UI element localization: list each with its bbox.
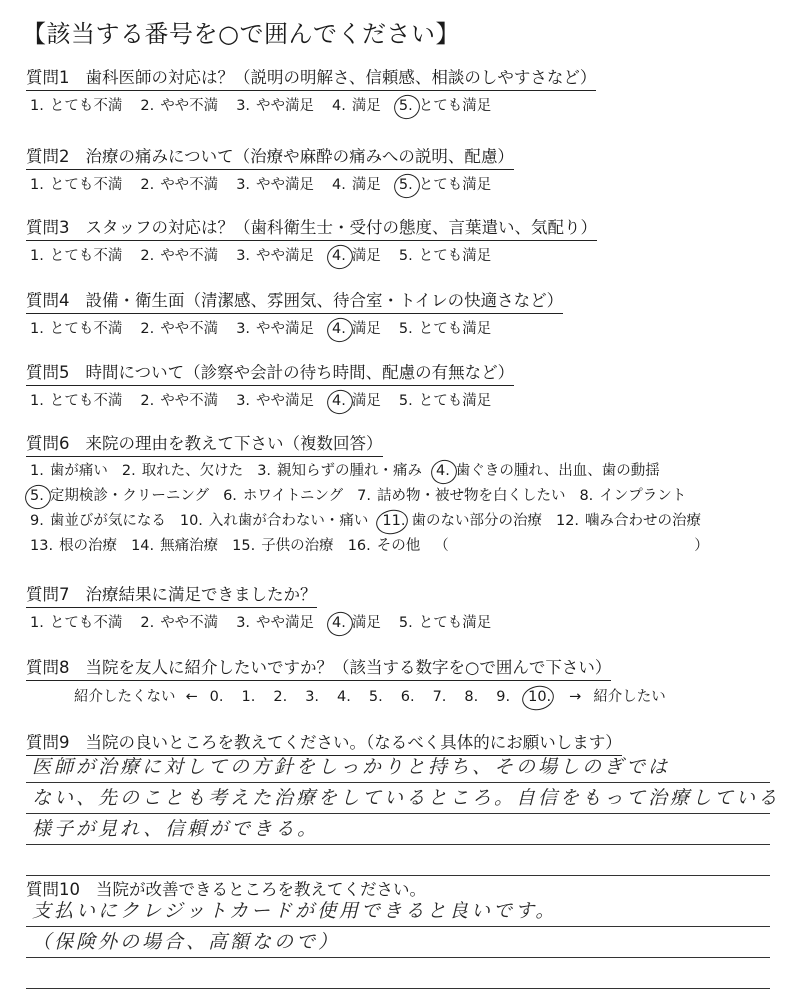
reason-row xyxy=(30,534,715,559)
option-label: 取れた、欠けた xyxy=(141,463,244,479)
reason-option[interactable] xyxy=(122,459,243,484)
handwritten-answer: ない、先のことも考えた治療をしているところ。自信をもって治療している xyxy=(32,787,781,809)
reason-option[interactable] xyxy=(257,459,422,484)
option-label: やや不満 xyxy=(160,615,219,631)
answer-line xyxy=(26,845,770,876)
option-number: 16. xyxy=(347,538,371,554)
question-6 xyxy=(26,430,715,559)
scale-number[interactable]: 9. xyxy=(496,689,511,705)
scale-number[interactable]: 10. xyxy=(528,689,552,705)
option-label: 詰め物・被せ物を白くしたい xyxy=(376,488,566,504)
rating-option[interactable] xyxy=(236,611,314,632)
rating-options xyxy=(30,94,596,115)
answer-line xyxy=(26,958,770,989)
option-label: やや満足 xyxy=(256,177,315,193)
question-text: 当院を友人に紹介したいですか？（該当する数字を○で囲んで下さい） xyxy=(85,658,612,677)
option-label: 満足 xyxy=(351,98,381,114)
scale-number[interactable]: 5. xyxy=(368,689,383,705)
question-2-heading xyxy=(26,143,514,170)
option-label: やや満足 xyxy=(256,393,315,409)
reason-option[interactable] xyxy=(223,484,343,509)
option-label: インプラント xyxy=(599,488,687,504)
reason-option[interactable] xyxy=(436,459,660,484)
answer-line xyxy=(26,814,770,845)
option-label: 満足 xyxy=(351,177,381,193)
question-8-heading xyxy=(26,654,611,681)
reason-option[interactable] xyxy=(556,509,701,534)
reason-option[interactable] xyxy=(348,534,421,559)
answer-line xyxy=(26,896,770,927)
question-text: 治療結果に満足できましたか？ xyxy=(85,585,317,604)
recommend-scale xyxy=(74,685,666,706)
option-number: 3. xyxy=(236,248,251,264)
rating-option[interactable] xyxy=(236,244,314,265)
reason-options xyxy=(30,459,715,559)
scale-number[interactable]: 8. xyxy=(464,689,479,705)
scale-low-label: 紹介したくない xyxy=(74,689,176,705)
option-label: 歯が痛い xyxy=(49,463,108,479)
option-label: とても満足 xyxy=(418,98,492,114)
option-label: やや不満 xyxy=(160,393,219,409)
reason-row xyxy=(30,484,715,509)
handwritten-answer: （保険外の場合、高額なので） xyxy=(32,931,341,953)
question-number: 質問6 xyxy=(26,434,70,453)
option-number: 12. xyxy=(555,513,580,529)
question-number: 質問8 xyxy=(26,658,70,677)
option-label: やや不満 xyxy=(160,177,219,193)
question-6-heading xyxy=(26,430,383,457)
option-label: 満足 xyxy=(351,393,381,409)
option-number: 1. xyxy=(30,321,44,337)
option-number: 4. xyxy=(332,98,346,114)
option-number: 4. xyxy=(332,393,346,409)
reason-option[interactable] xyxy=(579,484,686,509)
option-number: 5. xyxy=(398,98,413,114)
reason-option[interactable] xyxy=(357,484,565,509)
reason-option[interactable] xyxy=(30,534,117,559)
option-number: 3. xyxy=(257,463,272,479)
option-label: 親知らずの腫れ・痛み xyxy=(277,463,423,479)
option-number: 1. xyxy=(30,248,44,264)
option-number: 4. xyxy=(332,615,346,631)
rating-options xyxy=(30,244,597,265)
option-number: 3. xyxy=(236,177,251,193)
scale-number[interactable]: 0. xyxy=(209,689,224,705)
option-label: やや満足 xyxy=(256,321,315,337)
option-number: 5. xyxy=(398,615,413,631)
rating-option[interactable] xyxy=(30,173,122,194)
rating-option[interactable] xyxy=(140,317,218,338)
reason-option[interactable] xyxy=(30,459,108,484)
question-text: 当院が改善できるところを教えてください。 xyxy=(96,880,426,899)
scale-high-label: 紹介したい xyxy=(593,689,666,705)
handwritten-answer: 医師が治療に対しての方針をしっかりと持ち、その場しのぎでは xyxy=(32,756,671,778)
option-label: とても不満 xyxy=(49,98,123,114)
scale-number[interactable]: 2. xyxy=(273,689,288,705)
option-number: 3. xyxy=(236,615,251,631)
question-3-heading xyxy=(26,214,597,241)
option-label: 満足 xyxy=(351,321,381,337)
scale-number[interactable]: 7. xyxy=(432,689,447,705)
option-number: 14. xyxy=(131,538,155,554)
option-label: ホワイトニング xyxy=(242,488,344,504)
rating-options xyxy=(30,173,514,194)
rating-option[interactable] xyxy=(30,317,122,338)
question-text: 治療の痛みについて（治療や麻酔の痛みへの説明、配慮） xyxy=(85,147,514,166)
option-label: やや不満 xyxy=(160,321,219,337)
right-arrow-icon: → xyxy=(569,689,582,705)
option-number: 2. xyxy=(140,248,155,264)
option-label: とても満足 xyxy=(418,177,492,193)
scale-number[interactable]: 6. xyxy=(400,689,415,705)
question-number: 質問2 xyxy=(26,147,70,166)
option-number: 7. xyxy=(357,488,371,504)
option-label: 歯のない部分の治療 xyxy=(411,513,542,529)
option-label: やや満足 xyxy=(256,98,315,114)
option-label: とても満足 xyxy=(418,321,492,337)
answer-line xyxy=(26,783,781,814)
option-label: とても満足 xyxy=(418,248,492,264)
option-number: 4. xyxy=(332,321,346,337)
option-number: 5. xyxy=(398,177,413,193)
scale-number[interactable]: 3. xyxy=(305,689,320,705)
answer-line xyxy=(26,927,770,958)
rating-options xyxy=(30,317,563,338)
rating-option[interactable] xyxy=(332,173,381,194)
option-number: 1. xyxy=(30,98,44,114)
rating-option[interactable] xyxy=(30,244,122,265)
option-number: 8. xyxy=(579,488,594,504)
option-number: 2. xyxy=(140,98,155,114)
option-number: 5. xyxy=(30,488,44,504)
question-number: 質問10 xyxy=(26,880,80,899)
reason-option[interactable] xyxy=(131,534,218,559)
rating-option[interactable] xyxy=(399,173,491,194)
option-number: 15. xyxy=(232,538,256,554)
rating-option[interactable] xyxy=(399,389,491,410)
option-number: 13. xyxy=(30,538,54,554)
option-number: 3. xyxy=(236,321,251,337)
question-number: 質問1 xyxy=(26,68,70,87)
option-label: やや不満 xyxy=(160,98,219,114)
option-label: とても満足 xyxy=(418,393,492,409)
option-number: 2. xyxy=(140,321,155,337)
rating-option[interactable] xyxy=(332,611,381,632)
option-label: 定期検診・クリーニング xyxy=(49,488,210,504)
reason-option[interactable] xyxy=(232,534,334,559)
q10-answer-lines xyxy=(26,896,770,989)
question-1 xyxy=(26,64,596,115)
rating-option[interactable] xyxy=(30,611,122,632)
question-number: 質問9 xyxy=(26,733,70,752)
question-text: スタッフの対応は？（歯科衛生士・受付の態度、言葉遣い、気配り） xyxy=(85,218,597,237)
option-label: とても不満 xyxy=(49,321,123,337)
rating-option[interactable] xyxy=(399,317,491,338)
option-label: 歯並びが気になる xyxy=(49,513,166,529)
option-label: 子供の治療 xyxy=(261,538,334,554)
option-number: 1. xyxy=(30,393,44,409)
option-number: 5. xyxy=(398,248,413,264)
rating-options xyxy=(30,389,514,410)
rating-option[interactable] xyxy=(140,244,218,265)
option-label: とても不満 xyxy=(49,177,123,193)
question-text: 時間について（診察や会計の待ち時間、配慮の有無など） xyxy=(85,363,515,382)
question-3 xyxy=(26,214,597,265)
question-1-heading xyxy=(26,64,596,91)
option-number: 1. xyxy=(30,177,44,193)
question-number: 質問7 xyxy=(26,585,70,604)
option-label: 無痛治療 xyxy=(160,538,219,554)
option-label: とても不満 xyxy=(49,248,123,264)
option-label: 歯ぐきの腫れ、出血、歯の動揺 xyxy=(455,463,660,479)
option-label: やや不満 xyxy=(160,248,219,264)
option-label: その他 xyxy=(376,538,421,554)
question-text: 設備・衛生面（清潔感、雰囲気、待合室・トイレの快適さなど） xyxy=(85,291,564,310)
rating-option[interactable] xyxy=(140,94,218,115)
question-5 xyxy=(26,359,514,410)
reason-option[interactable] xyxy=(30,509,166,534)
rating-option[interactable] xyxy=(332,94,381,115)
other-close-paren: ） xyxy=(694,538,709,554)
handwritten-answer: 支払いにクレジットカードが使用できると良いです。 xyxy=(32,900,558,922)
rating-option[interactable] xyxy=(140,611,218,632)
option-number: 9. xyxy=(30,513,44,529)
option-label: とても不満 xyxy=(49,615,123,631)
option-number: 2. xyxy=(140,177,155,193)
rating-option[interactable] xyxy=(140,173,218,194)
question-7 xyxy=(26,581,509,632)
question-text: 来院の理由を教えて下さい（複数回答） xyxy=(85,434,383,453)
rating-option[interactable] xyxy=(236,389,314,410)
question-5-heading xyxy=(26,359,514,386)
question-8 xyxy=(26,654,666,706)
scale-number[interactable]: 1. xyxy=(241,689,256,705)
scale-numbers xyxy=(210,689,570,705)
rating-option[interactable] xyxy=(236,317,314,338)
question-number: 質問3 xyxy=(26,218,70,237)
reason-option[interactable] xyxy=(382,509,542,534)
option-number: 5. xyxy=(398,393,413,409)
question-text: 歯科医師の対応は？（説明の明解さ、信頼感、相談のしやすさなど） xyxy=(85,68,597,87)
question-number: 質問5 xyxy=(26,363,70,382)
option-label: 根の治療 xyxy=(59,538,118,554)
option-number: 3. xyxy=(236,98,251,114)
option-number: 2. xyxy=(140,615,155,631)
rating-option[interactable] xyxy=(332,389,381,410)
page-title: 【該当する番号を○で囲んでください】 xyxy=(22,20,460,48)
rating-option[interactable] xyxy=(332,317,381,338)
answer-line xyxy=(26,752,770,783)
reason-row xyxy=(30,459,715,484)
rating-options xyxy=(30,611,509,632)
option-number: 4. xyxy=(436,463,450,479)
rating-option[interactable] xyxy=(399,94,491,115)
option-number: 6. xyxy=(223,488,237,504)
reason-option[interactable] xyxy=(180,509,369,534)
option-label: 満足 xyxy=(351,248,381,264)
option-label: 噛み合わせの治療 xyxy=(585,513,702,529)
reason-option[interactable] xyxy=(30,484,209,509)
question-number: 質問4 xyxy=(26,291,70,310)
option-label: 満足 xyxy=(351,615,381,631)
rating-option[interactable] xyxy=(332,244,381,265)
handwritten-answer: 様子が見れ、信頼ができる。 xyxy=(32,818,320,840)
rating-option[interactable] xyxy=(399,611,491,632)
option-number: 10. xyxy=(179,513,203,529)
rating-option[interactable] xyxy=(399,244,491,265)
question-4 xyxy=(26,287,563,338)
question-text: 当院の良いところを教えてください。（なるべく具体的にお願いします） xyxy=(85,733,622,752)
rating-option[interactable] xyxy=(236,173,314,194)
rating-option[interactable] xyxy=(30,389,122,410)
scale-number[interactable]: 4. xyxy=(337,689,351,705)
option-number: 11. xyxy=(382,513,406,529)
option-label: とても満足 xyxy=(418,615,492,631)
option-number: 2. xyxy=(140,393,155,409)
option-number: 4. xyxy=(332,177,346,193)
rating-option[interactable] xyxy=(30,94,122,115)
option-number: 1. xyxy=(30,615,44,631)
reason-row xyxy=(30,509,715,534)
option-number: 5. xyxy=(398,321,413,337)
option-label: やや満足 xyxy=(256,248,315,264)
question-7-heading xyxy=(26,581,317,608)
q9-answer-lines xyxy=(26,752,781,876)
option-number: 1. xyxy=(30,463,44,479)
rating-option[interactable] xyxy=(140,389,218,410)
option-number: 3. xyxy=(236,393,251,409)
other-open-paren: （ xyxy=(434,538,449,554)
option-number: 4. xyxy=(332,248,346,264)
question-2 xyxy=(26,143,514,194)
question-4-heading xyxy=(26,287,563,314)
option-label: やや満足 xyxy=(256,615,315,631)
option-label: とても不満 xyxy=(49,393,123,409)
option-label: 入れ歯が合わない・痛い xyxy=(208,513,369,529)
rating-option[interactable] xyxy=(236,94,314,115)
option-number: 2. xyxy=(121,463,136,479)
left-arrow-icon: ← xyxy=(185,689,198,705)
